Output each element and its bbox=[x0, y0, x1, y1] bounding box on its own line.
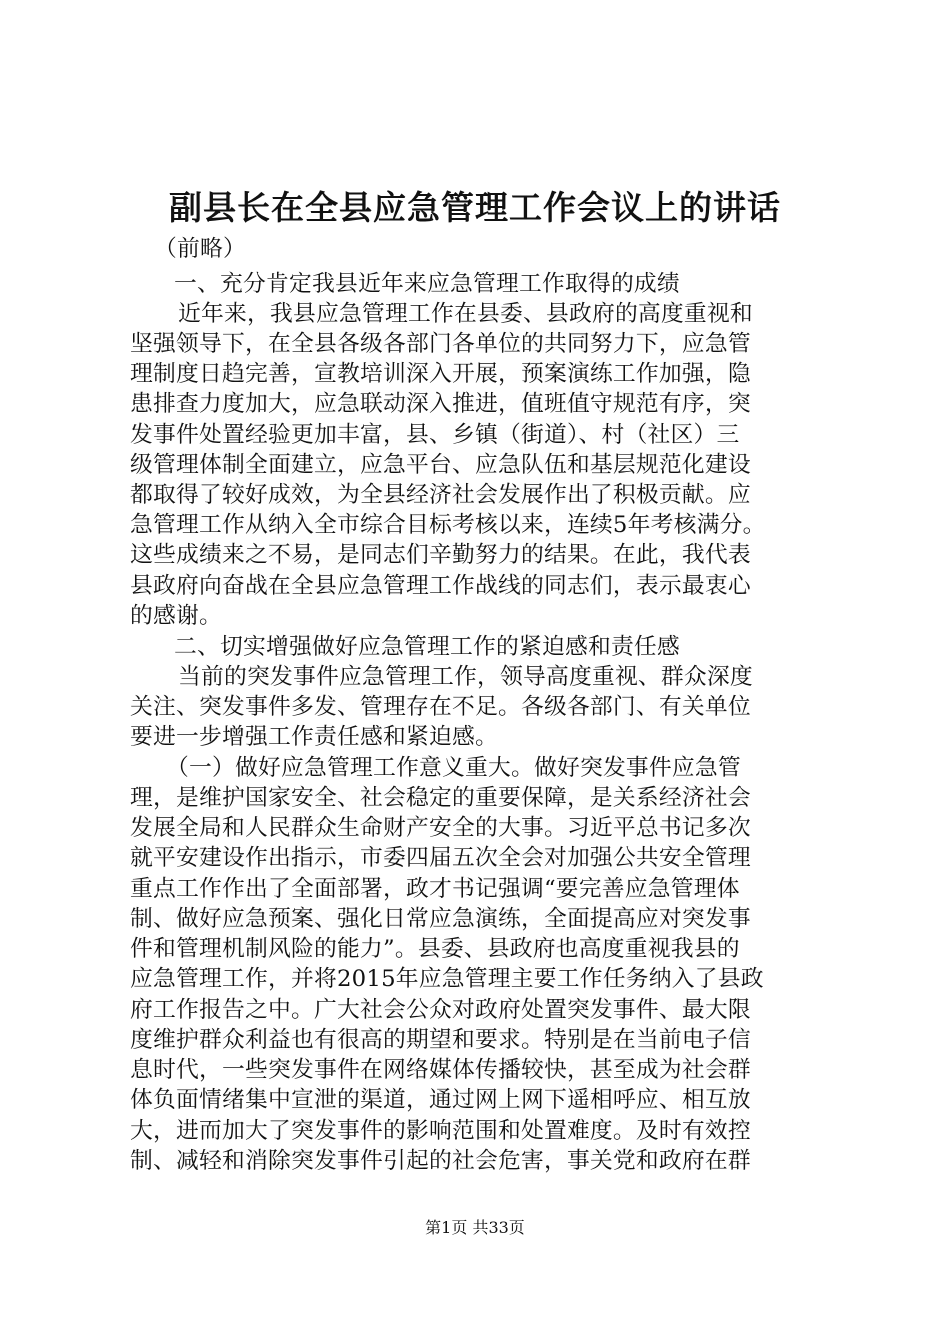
text-line: 当前的突发事件应急管理工作，领导高度重视、群众深度 bbox=[178, 664, 753, 690]
text-line: 的感谢。 bbox=[130, 603, 222, 629]
text-line: 件和管理机制风险的能力”。县委、县政府也高度重视我县的 bbox=[130, 936, 740, 962]
text-line: 理，是维护国家安全、社会稳定的重要保障，是关系经济社会 bbox=[130, 785, 751, 811]
text-line: 息时代，一些突发事件在网络媒体传播较快，甚至成为社会群 bbox=[130, 1057, 751, 1083]
text-line: 体负面情绪集中宣泄的渠道，通过网上网下遥相呼应、相互放 bbox=[130, 1087, 751, 1113]
text-line: 理制度日趋完善，宣教培训深入开展，预案演练工作加强，隐 bbox=[130, 361, 751, 387]
text-line: 制、减轻和消除突发事件引起的社会危害，事关党和政府在群 bbox=[130, 1148, 751, 1174]
text-line: 坚强领导下，在全县各级各部门各单位的共同努力下，应急管 bbox=[130, 331, 751, 357]
text-line: 近年来，我县应急管理工作在县委、县政府的高度重视和 bbox=[178, 301, 753, 327]
text-line: （前略） bbox=[154, 236, 246, 262]
text-line: 应急管理工作，并将2015年应急管理主要工作任务纳入了县政 bbox=[130, 966, 764, 992]
text-line: 县政府向奋战在全县应急管理工作战线的同志们，表示最衷心 bbox=[130, 573, 751, 599]
text-line: 二、切实增强做好应急管理工作的紧迫感和责任感 bbox=[174, 634, 680, 660]
text-line: （一）做好应急管理工作意义重大。做好突发事件应急管 bbox=[166, 755, 741, 781]
text-line: 度维护群众利益也有很高的期望和要求。特别是在当前电子信 bbox=[130, 1027, 751, 1053]
text-line: 急管理工作从纳入全市综合目标考核以来，连续5年考核满分。 bbox=[130, 512, 766, 538]
page-number-footer: 第1页 共33页 bbox=[425, 1218, 525, 1237]
text-line: 这些成绩来之不易，是同志们辛勤努力的结果。在此，我代表 bbox=[130, 542, 751, 568]
page-title: 副县长在全县应急管理工作会议上的讲话 bbox=[169, 188, 781, 227]
text-line: 重点工作作出了全面部署，政才书记强调“要完善应急管理体 bbox=[130, 876, 740, 902]
text-line: 就平安建设作出指示，市委四届五次全会对加强公共安全管理 bbox=[130, 845, 751, 871]
text-line: 制、做好应急预案、强化日常应急演练，全面提高应对突发事 bbox=[130, 906, 751, 932]
text-line: 关注、突发事件多发、管理存在不足。各级各部门、有关单位 bbox=[130, 694, 751, 720]
text-line: 患排查力度加大，应急联动深入推进，值班值守规范有序，突 bbox=[130, 391, 751, 417]
text-line: 一、充分肯定我县近年来应急管理工作取得的成绩 bbox=[174, 271, 680, 297]
text-line: 都取得了较好成效，为全县经济社会发展作出了积极贡献。应 bbox=[130, 482, 751, 508]
text-line: 级管理体制全面建立，应急平台、应急队伍和基层规范化建设 bbox=[130, 452, 751, 478]
text-line: 发事件处置经验更加丰富，县、乡镇（街道）、村（社区）三 bbox=[130, 422, 740, 448]
text-line: 要进一步增强工作责任感和紧迫感。 bbox=[130, 724, 498, 750]
text-line: 大，进而加大了突发事件的影响范围和处置难度。及时有效控 bbox=[130, 1118, 751, 1144]
text-line: 府工作报告之中。广大社会公众对政府处置突发事件、最大限 bbox=[130, 997, 751, 1023]
text-line: 发展全局和人民群众生命财产安全的大事。习近平总书记多次 bbox=[130, 815, 751, 841]
